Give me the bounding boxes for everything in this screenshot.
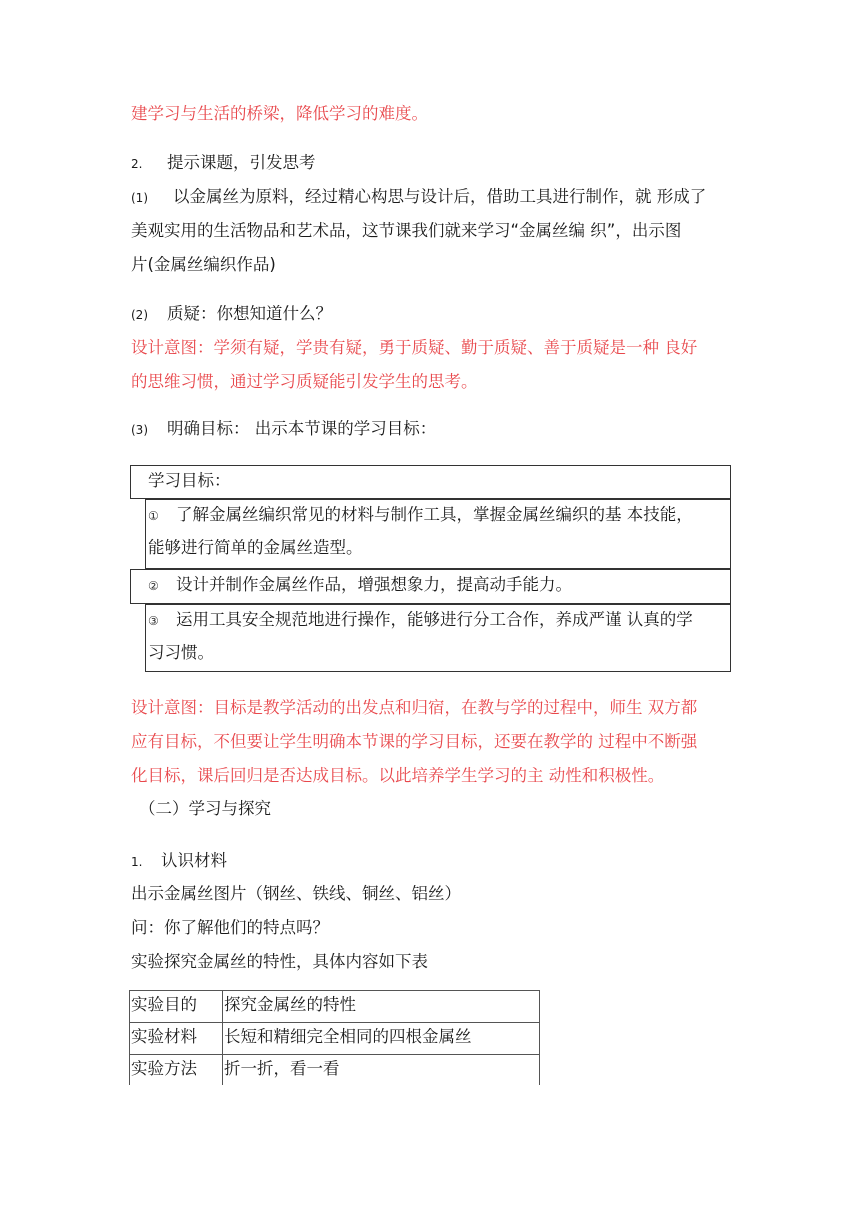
objective-2 bbox=[130, 569, 731, 604]
objective-1-line-2: 能够进行简单的金属丝造型。 bbox=[148, 538, 363, 557]
item-number: (1) bbox=[131, 191, 148, 205]
table-row bbox=[130, 1023, 540, 1055]
table-key: 实验材料 bbox=[130, 1023, 223, 1055]
objective-mark: ② bbox=[148, 579, 159, 593]
table-key: 实验目的 bbox=[130, 991, 223, 1023]
table-value: 折一折，看一看 bbox=[223, 1055, 540, 1086]
item-1-line-1 bbox=[131, 186, 706, 209]
objectives-header-box bbox=[130, 465, 731, 499]
objective-mark: ① bbox=[148, 509, 159, 523]
step-title: 提示课题，引发思考 bbox=[167, 153, 316, 172]
item-number: (2) bbox=[131, 308, 148, 322]
design-intent-2-line-3: 化目标，课后回归是否达成目标。以此培养学生学习的主 动性和积极性。 bbox=[131, 766, 665, 785]
objective-2-line-1 bbox=[148, 574, 572, 597]
table-row bbox=[130, 1055, 540, 1086]
design-intent-2-line-2: 应有目标，不但要让学生明确本节课的学习目标，还要在教学的 过程中不断强 bbox=[131, 732, 698, 751]
item-3 bbox=[131, 418, 436, 441]
objective-3-line-1 bbox=[148, 609, 693, 632]
objective-3-line-2: 习习惯。 bbox=[148, 643, 214, 662]
item-text: 质疑：你想知道什么？ bbox=[167, 304, 332, 323]
step-title: 认识材料 bbox=[161, 851, 227, 870]
design-intent-1-line-1: 设计意图：学须有疑，学贵有疑，勇于质疑、勤于质疑、善于质疑是一种 良好 bbox=[131, 338, 698, 357]
step-number: 1. bbox=[131, 855, 143, 869]
item-number: (3) bbox=[131, 423, 148, 437]
section-2-heading: （二）学习与探究 bbox=[139, 799, 271, 818]
table-value: 探究金属丝的特性 bbox=[223, 991, 540, 1023]
experiment-intro: 实验探究金属丝的特性，具体内容如下表 bbox=[131, 952, 428, 971]
step-2-heading bbox=[131, 152, 316, 175]
intro-tail: 建学习与生活的桥梁，降低学习的难度。 bbox=[131, 104, 428, 123]
objective-text: 了解金属丝编织常见的材料与制作工具，掌握金属丝编织的基 本技能， bbox=[176, 505, 693, 524]
objective-text: 设计并制作金属丝作品，增强想象力，提高动手能力。 bbox=[176, 575, 572, 594]
item-1-line-2: 美观实用的生活物品和艺术品，这节课我们就来学习“金属丝编 织”，出示图 bbox=[131, 221, 682, 240]
experiment-table bbox=[129, 990, 540, 1085]
objective-3 bbox=[145, 604, 731, 672]
objective-1 bbox=[145, 499, 731, 569]
item-text: 以金属丝为原料，经过精心构思与设计后，借助工具进行制作，就 形成了 bbox=[173, 187, 707, 206]
show-pictures-line: 出示金属丝图片（钢丝、铁线、铜丝、铝丝） bbox=[131, 884, 461, 903]
item-2 bbox=[131, 303, 332, 326]
design-intent-1-line-2: 的思维习惯，通过学习质疑能引发学生的思考。 bbox=[131, 372, 478, 391]
item-1-line-3: 片(金属丝编织作品) bbox=[131, 255, 276, 274]
item-text: 明确目标： 出示本节课的学习目标： bbox=[167, 419, 437, 438]
objective-text: 运用工具安全规范地进行操作，能够进行分工合作，养成严谨 认真的学 bbox=[176, 610, 693, 629]
step-number: 2. bbox=[131, 157, 143, 171]
step-1-heading bbox=[131, 850, 227, 873]
design-intent-2-line-1: 设计意图：目标是教学活动的出发点和归宿，在教与学的过程中，师生 双方都 bbox=[131, 698, 698, 717]
table-key: 实验方法 bbox=[130, 1055, 223, 1086]
table-row bbox=[130, 991, 540, 1023]
objective-mark: ③ bbox=[148, 614, 159, 628]
objective-1-line-1 bbox=[148, 504, 693, 527]
question-line: 问：你了解他们的特点吗？ bbox=[131, 918, 329, 937]
table-value: 长短和精细完全相同的四根金属丝 bbox=[223, 1023, 540, 1055]
objectives-header: 学习目标： bbox=[148, 471, 231, 490]
